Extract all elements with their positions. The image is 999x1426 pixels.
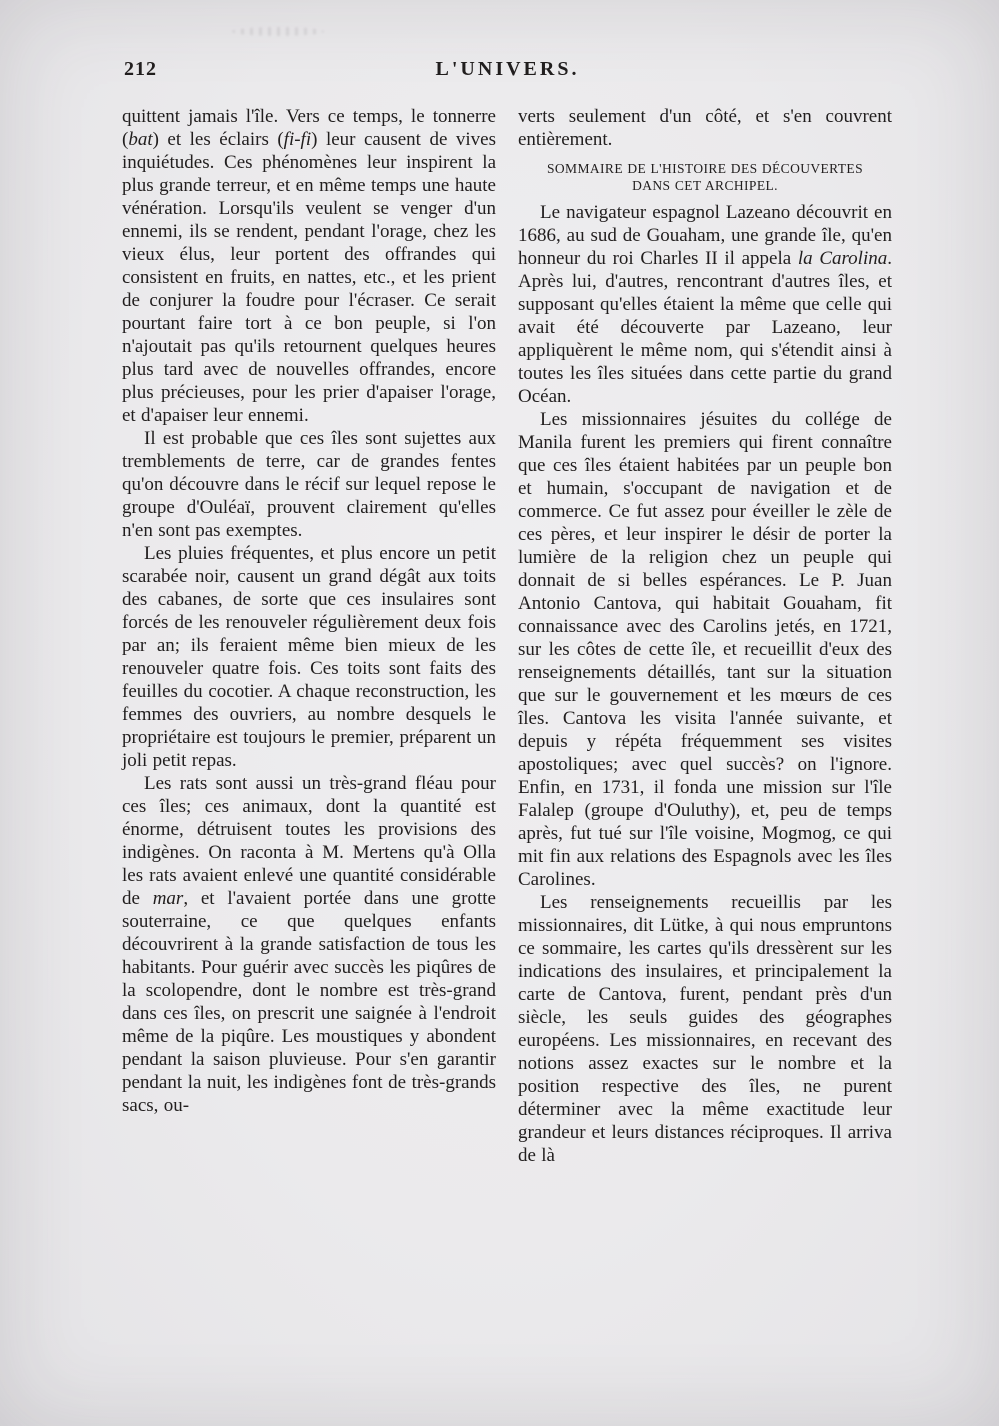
- text-run: . Après lui, d'autres, rencontrant d'autres îles, et supposant qu'elles étaient la même que celle qui avait été découverte par Lazeano, leur appliquèrent le même nom, qui s'étendit ainsi à toutes les îles situées dans cette partie du grand Océan.: [518, 248, 892, 407]
- italic-text-run: mar: [152, 888, 184, 909]
- text-run: Les pluies fréquentes, et plus encore un petit scarabée noir, causent un grand dégât aux toits des cabanes, de sorte que ces insulaires sont forcés de les renouveler régulièrement deux fois par an; ils feraient même bien mieux de les renouveler quatre fois. Ces toits sont faits des feuilles du cocotier. A chaque reconstruction, les femmes des ouvriers, au nombre desquels le propriétaire est toujours le premier, préparent un joli petit repas.: [122, 543, 496, 771]
- page-header: [122, 58, 893, 84]
- left-column: [122, 105, 496, 1167]
- paragraph: [122, 427, 496, 542]
- text-run: ) et les éclairs (: [152, 129, 284, 150]
- paragraph: [122, 542, 496, 772]
- paragraph: [518, 201, 892, 408]
- page-content: [122, 58, 893, 1167]
- right-column: [518, 105, 892, 1167]
- text-columns: [122, 105, 893, 1167]
- text-run: quittent jamais l'île. Vers ce temps, le tonnerre (: [122, 106, 496, 150]
- text-run: , et l'avaient portée dans une grotte souterraine, ce que quelques enfants découvrirent à la grande satisfaction de tous les habitants. Pour guérir avec succès les piqûres de la scolopendre, dont le nombre est très-grand dans ces îles, on prescrit une saignée à l'endroit même de la piqûre. Les moustiques y abondent pendant la saison pluvieuse. Pour s'en garantir pendant la nuit, les indigènes font de très-grands sacs, ou-: [122, 888, 496, 1116]
- text-run: ) leur causent de vives inquiétudes. Ces phénomènes leur inspirent la plus grande terreur, et en même temps une haute vénération. Lorsqu'ils veulent se venger d'un ennemi, ils se rendent, pendant l'orage, chez les vieux élus, leur portent des offrandes qui consistent en fruits, en nattes, etc., et les prient de conjurer la foudre pour l'écraser. Ce serait pourtant faire tort à ce bon peuple, si l'on n'ajoutait pas qu'ils retournent quelques heures plus tard avec de nouvelles offrandes, encore plus précieuses, pour les prier d'apaiser l'orage, et d'apaiser leur ennemi.: [122, 129, 497, 426]
- text-run: Les rats sont aussi un très-grand fléau pour ces îles; ces animaux, dont la quantité est énorme, détruisent toutes les provisions des indigènes. On raconta à M. Mertens qu'à Olla les rats avaient enlevé une quantité considérable de: [122, 773, 496, 909]
- text-run: Il est probable que ces îles sont sujettes aux tremblements de terre, car de grandes fentes qu'on découvre dans le récif sur lequel repose le groupe d'Ouléaï, prouvent clairement qu'elles n'en sont pas exemptes.: [122, 428, 496, 541]
- paragraph: [518, 891, 892, 1167]
- text-run: verts seulement d'un côté, et s'en couvrent entièrement.: [518, 106, 892, 150]
- italic-text-run: bat: [128, 129, 153, 150]
- page-number: 212: [124, 58, 157, 80]
- italic-text-run: la Carolina: [797, 248, 888, 269]
- paragraph: [518, 408, 892, 891]
- section-heading: SOMMAIRE DE L'HISTOIRE DES DÉCOUVERTES DANS CET ARCHIPEL.: [547, 161, 863, 193]
- scan-smudge: [232, 27, 324, 36]
- text-run: Le navigateur espagnol Lazeano découvrit en 1686, au sud de Gouaham, une grande île, qu'en honneur du roi Charles II il appela: [518, 202, 892, 269]
- text-run: Les missionnaires jésuites du collége de Manila furent les premiers qui firent connaître que ces îles étaient habitées par un peuple bon et humain, s'occupant de navigation et de commerce. Ce fut assez pour éveiller le zèle de ces pères, et leur inspirer le désir de porter la lumière de la religion chez un peuple qui donnait de si belles espérances. Le P. Juan Antonio Cantova, qui habitait Gouaham, fit connaissance avec des Carolins jetés, en 1721, sur les côtes de cette île, et recueillit d'eux des renseignements détaillés, tant sur la situation que sur le gouvernement et les mœurs de ces îles. Cantova les visita l'année suivante, et depuis y répéta fréquemment ses visites apostoliques; avec quel succès? on l'ignore. Enfin, en 1731, il fonda une mission sur l'île Falalep (groupe d'Ouluthy), et, peu de temps après, fut tué sur l'île voisine, Mogmog, ce qui mit fin aux relations des Espagnols avec les îles Carolines.: [518, 409, 892, 890]
- running-title: L'UNIVERS.: [435, 58, 580, 80]
- paragraph: [122, 772, 496, 1117]
- text-run: Les renseignements recueillis par les missionnaires, dit Lütke, à qui nous empruntons ce sommaire, les cartes qu'ils dressèrent sur les indications des insulaires, et principalement la carte de Cantova, furent, pendant près d'un siècle, les seuls guides des géographes européens. Les missionnaires, en recevant des notions assez exactes sur le nombre et la position respective des îles, ne purent déterminer avec la même exactitude leur grandeur et leurs distances réciproques. Il arriva de là: [518, 892, 892, 1166]
- italic-text-run: fi-fi: [283, 129, 312, 150]
- paragraph: [122, 105, 496, 427]
- paragraph: [518, 105, 892, 151]
